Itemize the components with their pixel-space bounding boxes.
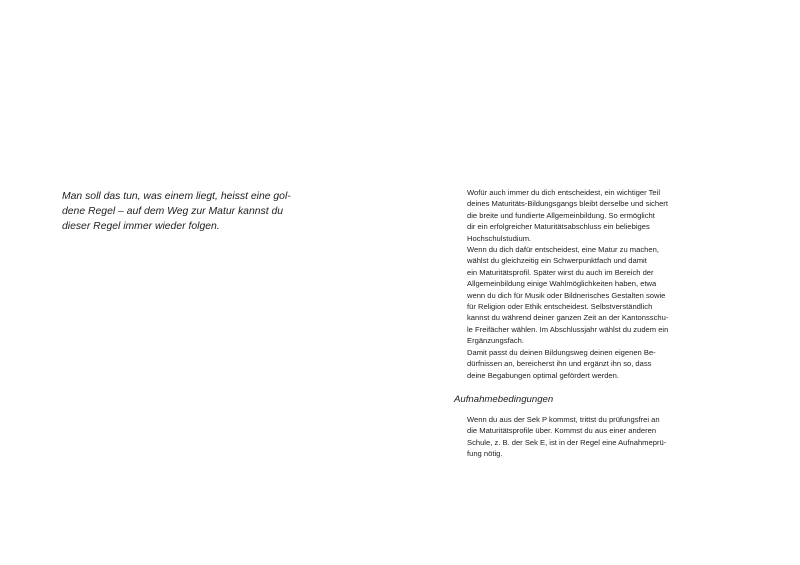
- text-line: Wenn du aus der Sek P kommst, trittst du prüfungsfrei an: [467, 415, 660, 424]
- text-line: deines Maturitäts-Bildungsgangs bleibt derselbe und sichert: [467, 199, 668, 209]
- text-line: Damit passt du deinen Bildungsweg deinen eigenen Be-: [467, 347, 656, 357]
- text-line: Wenn du dich dafür entscheidest, eine Matur zu machen,: [467, 245, 659, 255]
- text-line: dir ein erfolgreicher Maturitätsabschluss ein beliebiges: [467, 222, 650, 232]
- body-paragraph: [467, 244, 747, 347]
- quote-line: Man soll das tun, was einem liegt, heisst eine gol-: [62, 191, 291, 202]
- text-line: fung nötig.: [467, 449, 503, 459]
- text-line: dürfnissen an, bereicherst ihn und ergänzt ihn so, dass: [467, 359, 652, 369]
- text-line: ein Maturitätsprofil. Später wirst du auch im Bereich der: [467, 267, 654, 277]
- text-line: die breite und fundierte Allgemeinbildung. So ermöglicht: [467, 210, 655, 220]
- quote-line: dieser Regel immer wieder folgen.: [62, 221, 220, 232]
- text-line: kannst du während deiner ganzen Zeit an der Kantonsschu-: [467, 313, 669, 323]
- text-line: le Freifächer wählen. Im Abschlussjahr wählst du zudem ein: [467, 324, 669, 334]
- text-line: wählst du gleichzeitig ein Schwerpunktfach und damit: [467, 256, 647, 266]
- quote-line: dene Regel – auf dem Weg zur Matur kannst du: [62, 206, 284, 217]
- text-line: Schule, z. B. der Sek E, ist in der Regel eine Aufnahmeprü-: [467, 437, 667, 447]
- text-line: Wofür auch immer du dich entscheidest, ein wichtiger Teil: [467, 188, 661, 197]
- body-paragraph: [467, 187, 747, 244]
- text-line: Allgemeinbildung einige Wahlmöglichkeiten haben, etwa: [467, 279, 657, 289]
- body-paragraph: [467, 347, 747, 381]
- text-line: die Maturitätsprofile über. Kommst du aus einer anderen: [467, 426, 657, 436]
- text-line: deine Begabungen optimal gefördert werden.: [467, 370, 619, 380]
- text-line: für Religion oder Ethik entscheidest. Selbstverständlich: [467, 302, 653, 312]
- body-paragraph: [467, 414, 747, 460]
- intro-quote: [62, 189, 342, 234]
- text-line: Ergänzungsfach.: [467, 336, 524, 346]
- body-text-block: [467, 187, 747, 381]
- admission-text-block: [467, 414, 747, 460]
- section-heading: Aufnahmebedingungen: [454, 394, 554, 405]
- text-line: Hochschulstudium.: [467, 233, 532, 243]
- text-line: wenn du dich für Musik oder Bildnerisches Gestalten sowie: [467, 290, 666, 300]
